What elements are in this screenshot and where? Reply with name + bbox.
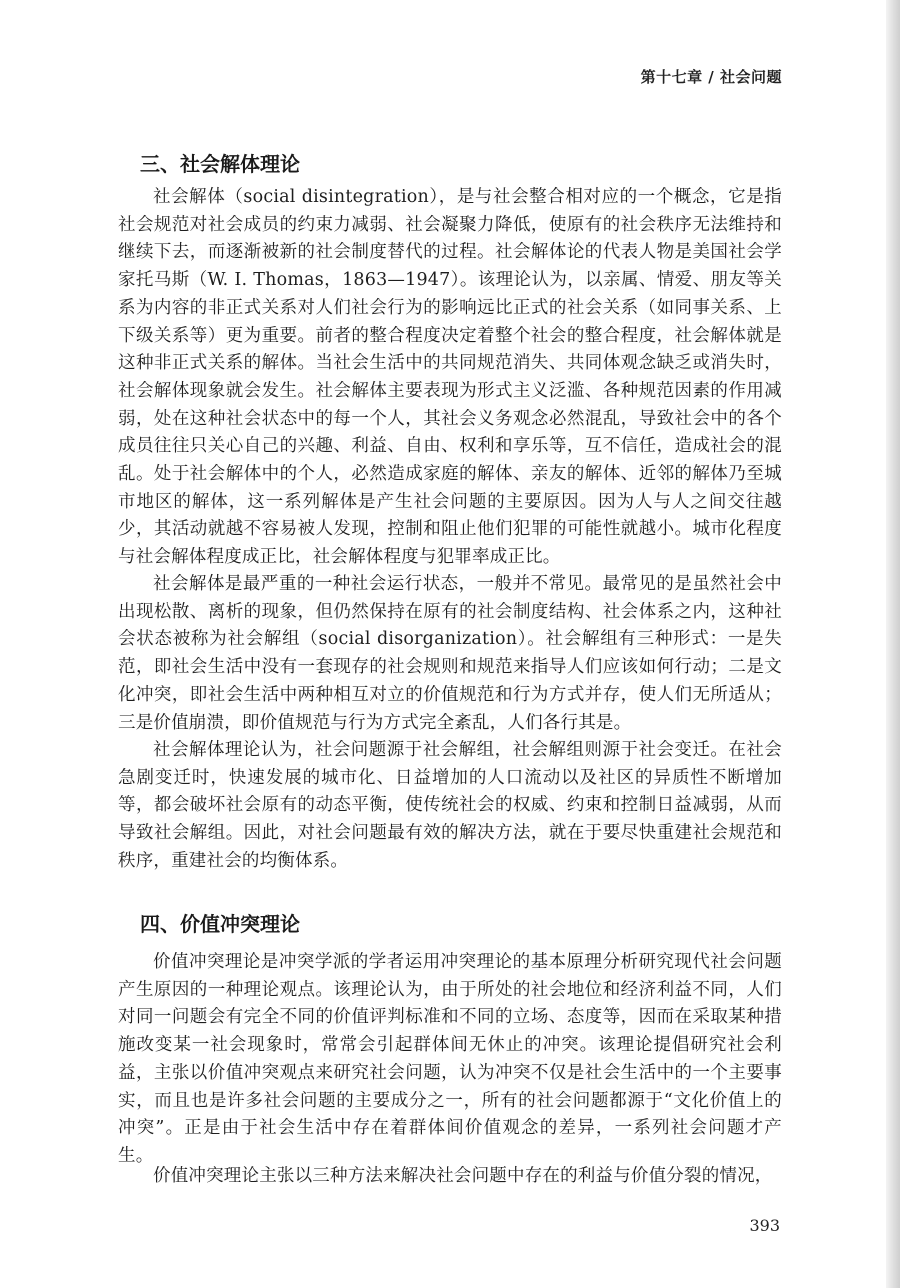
page-edge-shadow [886,0,900,1288]
section-heading-social-disintegration: 三、社会解体理论 [140,152,300,176]
paragraph: 社会解体是最严重的一种社会运行状态，一般并不常见。最常见的是虽然社会中出现松散、离析的现象，但仍然保持在原有的社会制度结构、社会体系之内，这种社会状态被称为社会解组（social disorganization）。社会解组有三种形式：一是失范，即社会生活中没有一套现存的社会规则和规范来指导人们应该如何行动；二是文化冲突，即社会生活中两种相互对立的价值规范和行为方式并存，使人们无所适从；三是价值崩溃，即价值规范与行为方式完全紊乱，人们各行其是。 [118,574,782,733]
paragraph: 价值冲突理论主张以三种方法来解决社会问题中存在的利益与价值分裂的情况， [153,1166,773,1186]
paragraph: 价值冲突理论是冲突学派的学者运用冲突理论的基本原理分析研究现代社会问题产生原因的一种理论观点。该理论认为，由于所处的社会地位和经济利益不同，人们对同一问题会有完全不同的价值评判标准和不同的立场、态度等，因而在采取某种措施改变某一社会现象时，常常会引起群体间无休止的冲突。该理论提倡研究社会利益，主张以价值冲突观点来研究社会问题，认为冲突不仅是社会生活中的一个主要事实，而且也是许多社会问题的主要成分之一，所有的社会问题都源于“文化价值上的冲突”。正是由于社会生活中存在着群体间价值观念的差异，一系列社会问题才产生。 [118,952,782,1166]
page-number: 393 [749,1216,780,1235]
section-heading-value-conflict: 四、价值冲突理论 [140,912,300,936]
paragraph: 社会解体理论认为，社会问题源于社会解组，社会解组则源于社会变迁。在社会急剧变迁时，快速发展的城市化、日益增加的人口流动以及社区的异质性不断增加等，都会破坏社会原有的动态平衡，使传统社会的权威、约束和控制日益减弱，从而导致社会解组。因此，对社会问题最有效的解决方法，就在于要尽快重建社会规范和秩序，重建社会的均衡体系。 [118,740,782,871]
paragraph: 社会解体（social disintegration），是与社会整合相对应的一个概念，它是指社会规范对社会成员的约束力减弱、社会凝聚力降低，使原有的社会秩序无法维持和继续下去，而逐渐被新的社会制度替代的过程。社会解体论的代表人物是美国社会学家托马斯（W. I. Thomas，1863—1947）。该理论认为，以亲属、情爱、朋友等关系为内容的非正式关系对人们社会行为的影响远比正式的社会关系（如同事关系、上下级关系等）更为重要。前者的整合程度决定着整个社会的整合程度，社会解体就是这种非正式关系的解体。当社会生活中的共同规范消失、共同体观念缺乏或消失时，社会解体现象就会发生。社会解体主要表现为形式主义泛滥、各种规范因素的作用减弱，处在这种社会状态中的每一个人，其社会义务观念必然混乱，导致社会中的各个成员往往只关心自己的兴趣、利益、自由、权利和享乐等，互不信任，造成社会的混乱。处于社会解体中的个人，必然造成家庭的解体、亲友的解体、近邻的解体乃至城市地区的解体，这一系列解体是产生社会问题的主要原因。因为人与人之间交往越少，其活动就越不容易被人发现，控制和阻止他们犯罪的可能性就越小。城市化程度与社会解体程度成正比，社会解体程度与犯罪率成正比。 [118,187,782,568]
running-header: 第十七章 / 社会问题 [640,68,782,86]
